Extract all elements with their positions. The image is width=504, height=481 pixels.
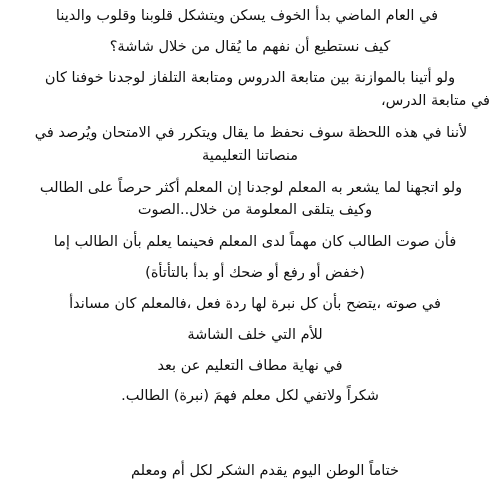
text-line-13: في نهاية مطاف التعليم عن بعد xyxy=(157,358,343,374)
text-line-14: شكراً ولاتفي لكل معلم فهمَ (نبرة) الطالب. xyxy=(121,388,379,404)
text-line-11: في صوته ،يتضح بأن كل نبرة لها ردة فعل ،فالمعلم كان مساندأ xyxy=(69,296,441,312)
cut-off-line-container xyxy=(110,461,420,479)
text-line-2: كيف نستطيع أن نفهم ما يُقال من خلال شاشة؟ xyxy=(109,39,391,55)
text-line-4: في متابعة الدرس، xyxy=(380,93,490,109)
text-line-9: فأن صوت الطالب كان مهماً لدى المعلم فحينما يعلم بأن الطالب إما xyxy=(53,234,457,250)
text-line-1: في العام الماضي بدأ الخوف يسكن ويتشكل قلوبنا وقلوب والدينا xyxy=(55,8,439,24)
text-line-3: ولو أتينا بالموازنة بين متابعة الدروس ومتابعة التلفاز لوجدنا خوفنا كان xyxy=(44,70,456,86)
text-line-cut-off: ختاماً الوطن اليوم يقدم الشكر لكل أم ومعلم xyxy=(131,463,399,479)
text-line-10: (خفض أو رفع أو ضحك أو بدأ بالتأتأة) xyxy=(145,265,365,281)
text-line-8: وكيف يتلقى المعلومة من خلال..الصوت xyxy=(137,202,373,218)
text-line-7: ولو اتجهنا لما يشعر به المعلم لوجدنا إن المعلم أكثر حرصاً على الطالب xyxy=(39,180,463,196)
text-line-5: لأننا في هذه اللحظة سوف نحفظ ما يقال ويتكرر في الامتحان ويُرصد في xyxy=(34,125,468,141)
text-line-6: منصاتنا التعليمية xyxy=(201,148,299,164)
text-line-12: للأم التي خلف الشاشة xyxy=(187,327,323,343)
